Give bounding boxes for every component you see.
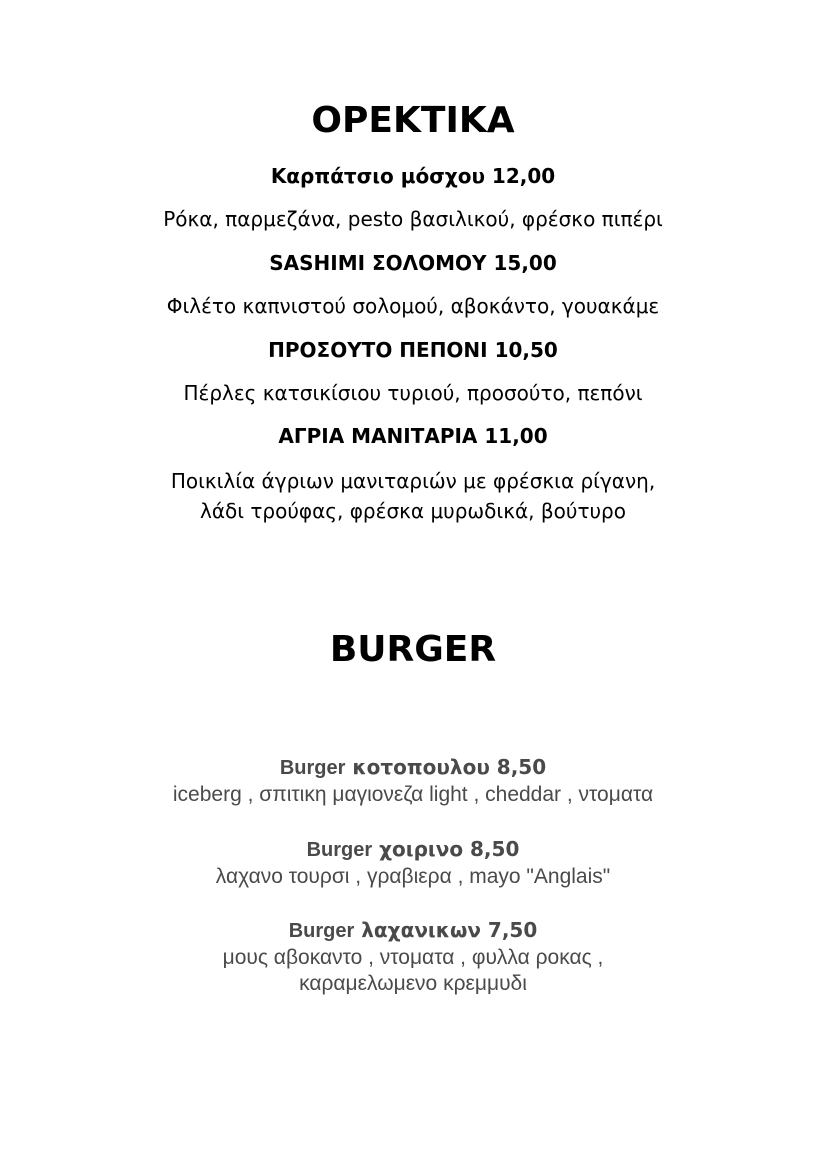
dish-description-mushrooms-line1: Ποικιλία άγριων μανιταριών με φρέσκια ρίγανη, — [170, 469, 656, 493]
burger-description-vegetable-line1: μους αβοκαντο , ντοματα , φυλλα ροκας , — [222, 946, 604, 969]
dish-name-sashimi: SASHIMI ΣΟΛΟΜΟΥ 15,00 — [269, 251, 557, 275]
dish-name-mushrooms: ΑΓΡΙΑ ΜΑΝΙΤΑΡΙΑ 11,00 — [278, 424, 548, 448]
burger-name-prefix: Burger — [288, 920, 355, 942]
appetizers-title: ΟΡΕΚΤΙΚΑ — [311, 100, 515, 141]
burger-name-rest: κοτοπουλου 8,50 — [345, 755, 547, 779]
burger-name-rest: χοιρινο 8,50 — [372, 837, 520, 861]
dish-name-carpaccio: Καρπάτσιο μόσχου 12,00 — [270, 164, 556, 188]
dish-description-prosciutto: Πέρλες κατσικίσιου τυριού, προσούτο, πεπόνι — [183, 381, 643, 405]
dish-name-prosciutto: ΠΡΟΣΟΥΤΟ ΠΕΠΟΝΙ 10,50 — [268, 338, 558, 362]
burger-description-chicken: iceberg , σπιτικη μαγιονεζα light , cheddar , ντοματα — [172, 783, 654, 806]
burger-name-pork — [0, 836, 826, 863]
burger-name-prefix: Burger — [306, 839, 373, 861]
dish-description-mushrooms-line2: λάδι τρούφας, φρέσκα μυρωδικά, βούτυρο — [199, 499, 626, 523]
burger-description-pork: λαχανο τουρσι , γραβιερα , mayo "Anglais" — [215, 865, 611, 888]
burger-description-vegetable-line2: καραμελωμενο κρεμμυδι — [299, 972, 527, 995]
dish-description-carpaccio: Ρόκα, παρμεζάνα, pesto βασιλικού, φρέσκο πιπέρι — [163, 207, 663, 231]
burger-name-chicken — [0, 754, 826, 781]
burger-name-vegetable — [0, 917, 826, 944]
burger-name-prefix: Burger — [279, 757, 346, 779]
dish-description-sashimi: Φιλέτο καπνιστού σολομού, αβοκάντο, γουακάμε — [166, 294, 660, 318]
burgers-title: BURGER — [329, 629, 497, 670]
burger-name-rest: λαχανικων 7,50 — [354, 918, 538, 942]
